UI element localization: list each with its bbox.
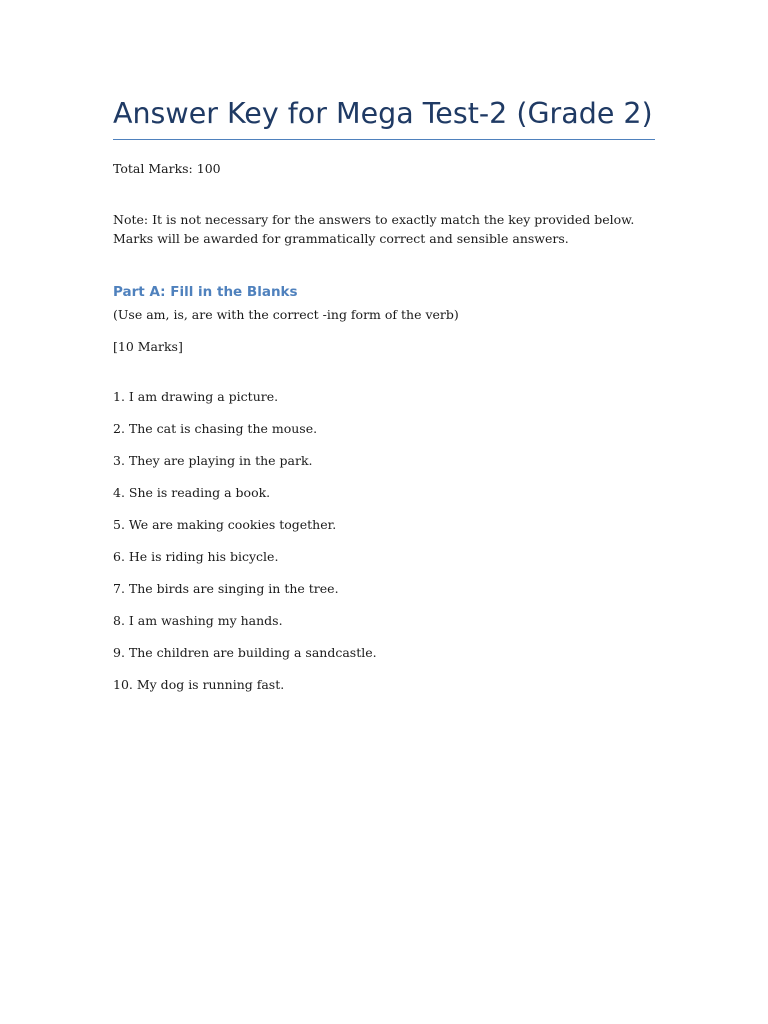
part-a-heading: Part A: Fill in the Blanks — [113, 284, 298, 300]
note-paragraph: Note: It is not necessary for the answers to exactly match the key provided below. Marks will be awarded for grammatically correct and sensible answers. — [113, 212, 635, 246]
document-title: Answer Key for Mega Test-2 (Grade 2) — [113, 97, 653, 130]
part-a-instruction: (Use am, is, are with the correct -ing form of the verb) — [113, 307, 459, 322]
answer-item: 2. The cat is chasing the mouse. — [113, 421, 318, 436]
answer-item: 5. We are making cookies together. — [113, 517, 337, 532]
answer-item: 1. I am drawing a picture. — [113, 389, 279, 404]
total-marks: Total Marks: 100 — [113, 161, 221, 176]
answer-item: 7. The birds are singing in the tree. — [113, 581, 339, 596]
answer-item: 6. He is riding his bicycle. — [113, 549, 279, 564]
title-underline — [113, 139, 655, 140]
answer-item: 8. I am washing my hands. — [113, 613, 283, 628]
answer-list — [113, 387, 377, 707]
answer-item: 3. They are playing in the park. — [113, 453, 313, 468]
part-a-marks: [10 Marks] — [113, 339, 183, 354]
answer-item: 4. She is reading a book. — [113, 485, 271, 500]
answer-item: 10. My dog is running fast. — [113, 677, 285, 692]
answer-item: 9. The children are building a sandcastle. — [113, 645, 377, 660]
